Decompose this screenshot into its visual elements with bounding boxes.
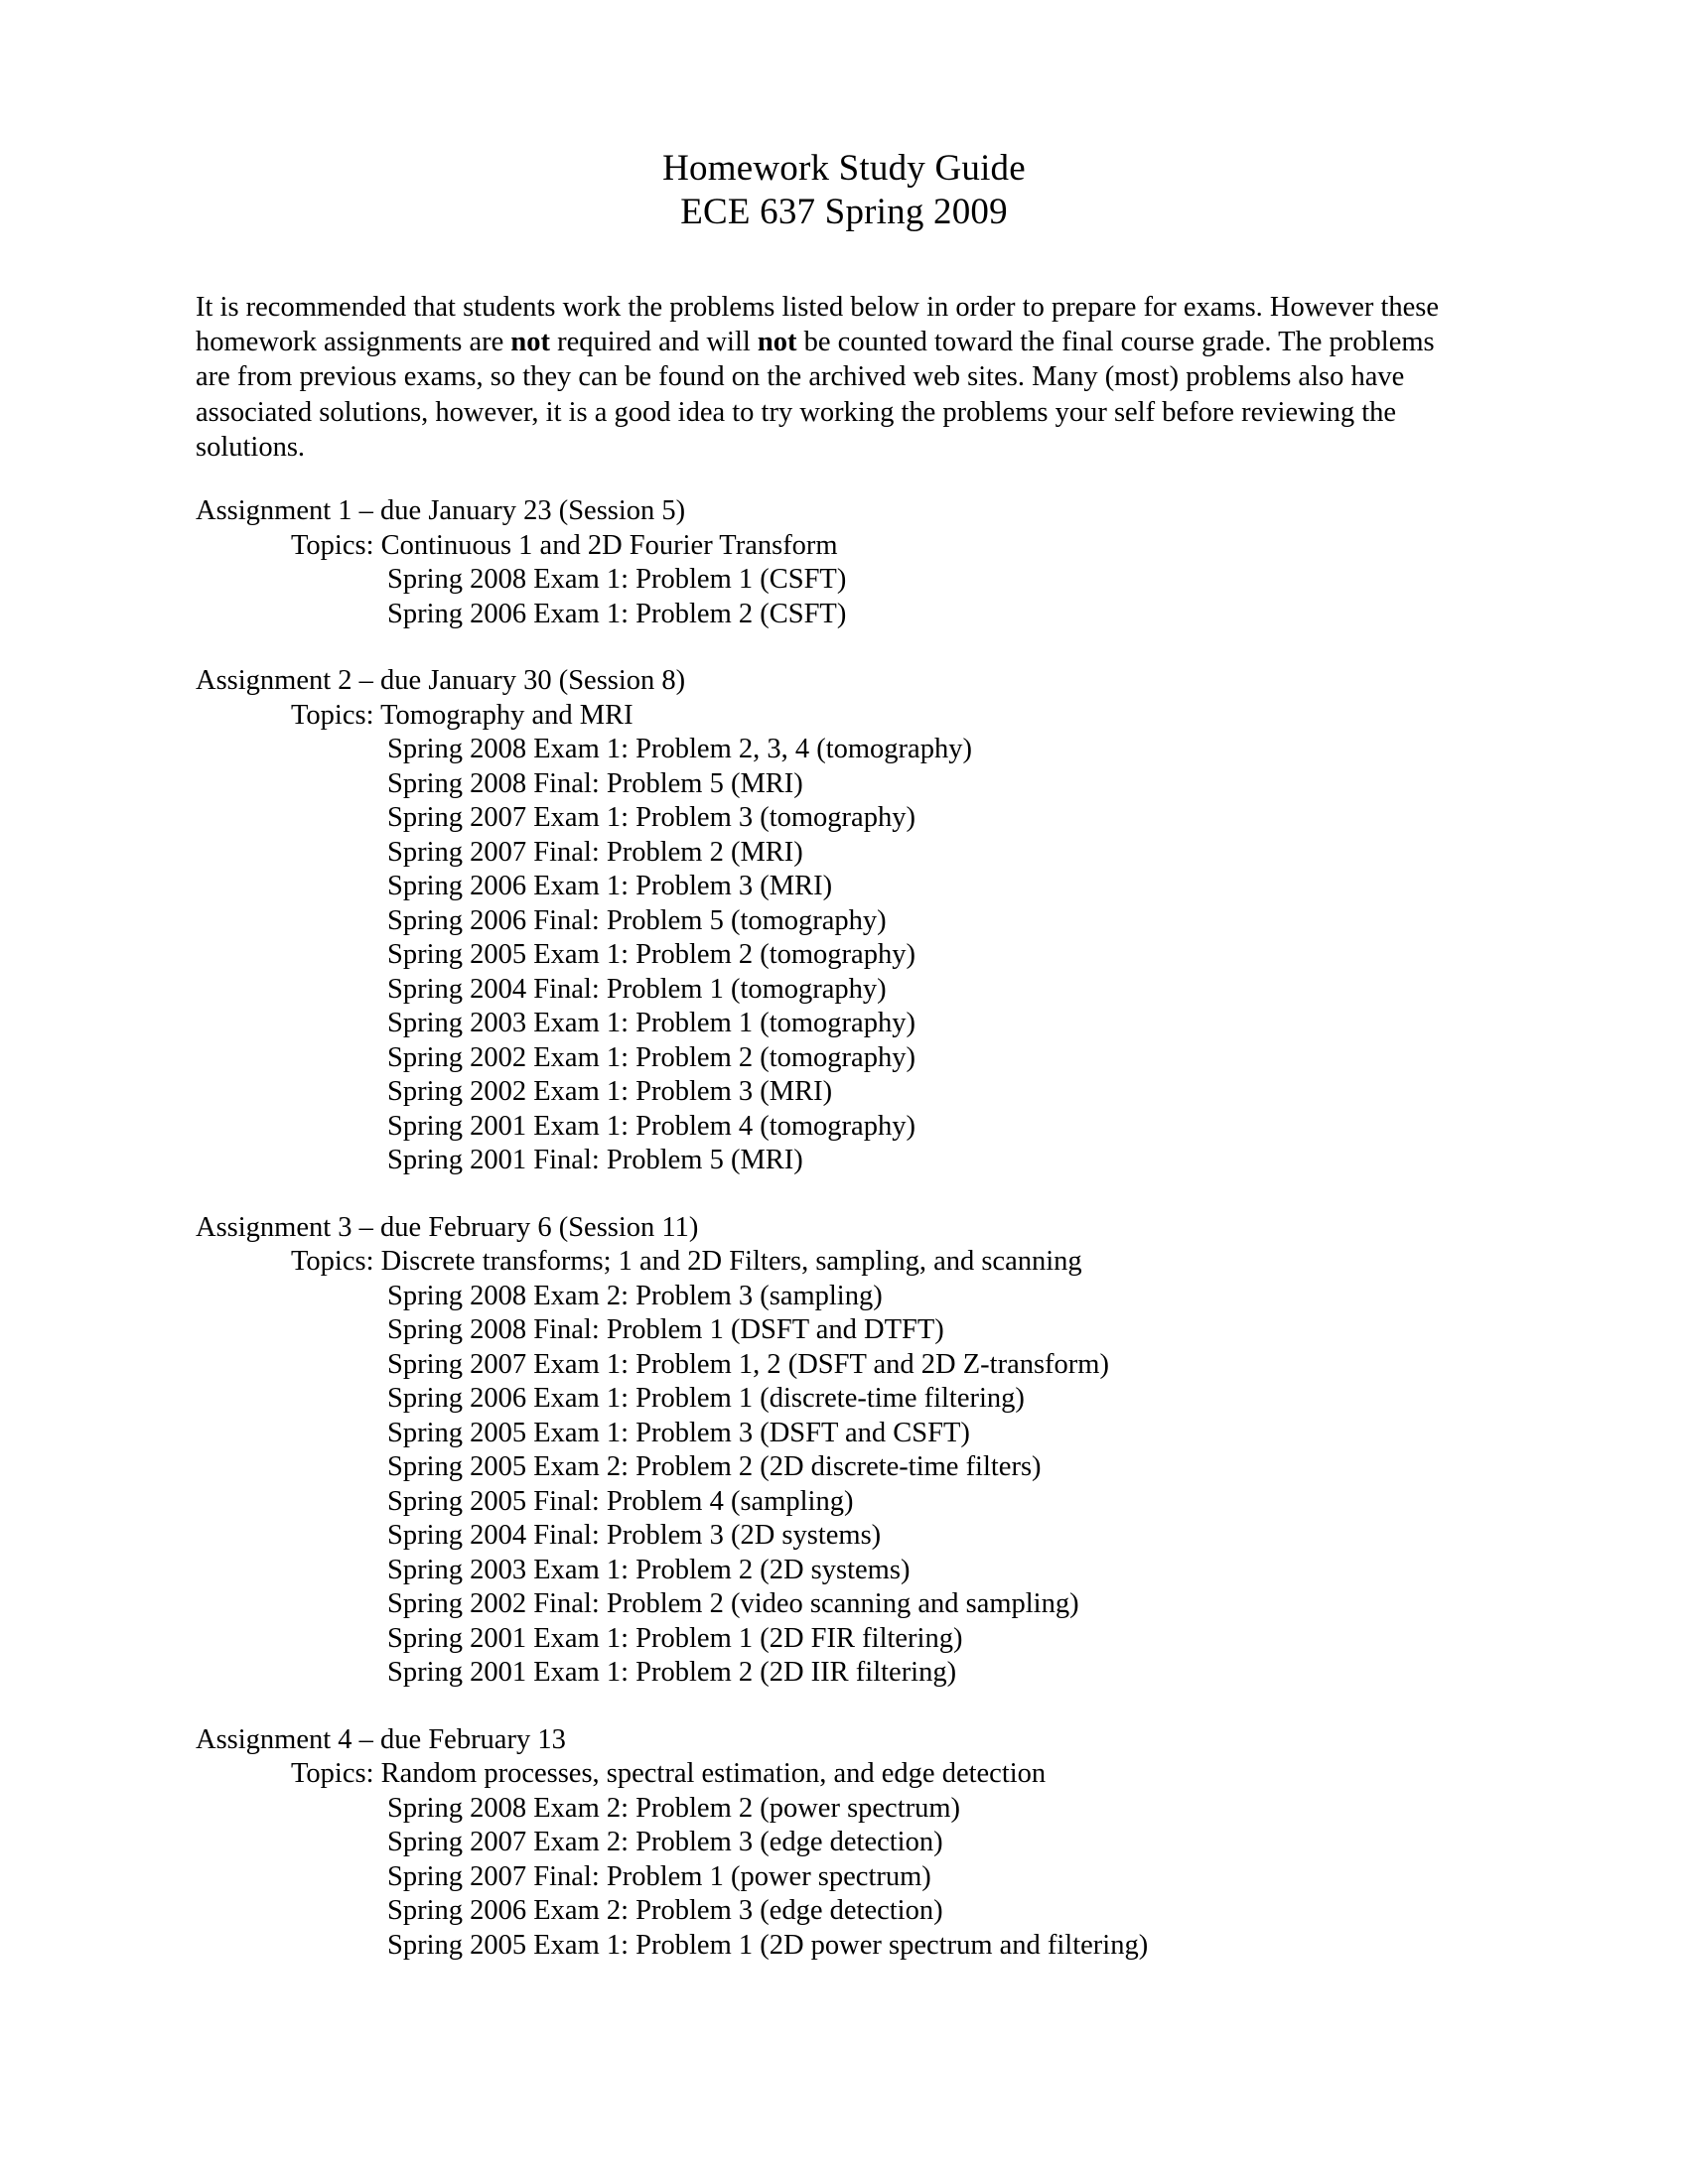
problem-item: Spring 2005 Exam 1: Problem 3 (DSFT and CSFT) [387, 1417, 970, 1448]
problem-item: Spring 2008 Exam 2: Problem 3 (sampling) [387, 1280, 883, 1311]
assignment-heading: Assignment 1 – due January 23 (Session 5) [196, 495, 686, 526]
problem-item: Spring 2001 Exam 1: Problem 4 (tomography) [387, 1110, 915, 1142]
intro-text-part3: be counted toward the final course grade. The problems are from previous exams, so they can be found on the archived web sites. Many (most) problems also have associated solutions, however, it is a good idea to try working the problems your self before reviewing the solutions. [196, 327, 1435, 463]
problem-item: Spring 2008 Exam 2: Problem 2 (power spectrum) [387, 1792, 961, 1824]
assignment-section [0, 494, 1688, 631]
assignment-heading: Assignment 2 – due January 30 (Session 8) [196, 665, 686, 696]
assignment-section [0, 1723, 1688, 1964]
problem-list [0, 1280, 1688, 1691]
intro-text-part1: It is recommended that students work the problems listed below in order to prepare for exams. However these homework assignments are [196, 292, 1440, 358]
problem-item: Spring 2002 Exam 1: Problem 2 (tomography) [387, 1041, 915, 1073]
problem-item: Spring 2001 Exam 1: Problem 1 (2D FIR filtering) [387, 1622, 963, 1654]
problem-item: Spring 2008 Exam 1: Problem 2, 3, 4 (tomography) [387, 734, 972, 764]
problem-item: Spring 2007 Exam 2: Problem 3 (edge detection) [387, 1827, 943, 1857]
problem-item: Spring 2006 Final: Problem 5 (tomography) [387, 904, 887, 936]
intro-paragraph [196, 290, 1469, 465]
document-title-block [0, 0, 1688, 234]
problem-item: Spring 2006 Exam 1: Problem 3 (MRI) [387, 871, 833, 901]
problem-item: Spring 2004 Final: Problem 3 (2D systems) [387, 1520, 882, 1551]
problem-list [0, 1792, 1688, 1964]
problem-item: Spring 2002 Final: Problem 2 (video scanning and sampling) [387, 1588, 1079, 1619]
problem-item: Spring 2003 Exam 1: Problem 2 (2D systems) [387, 1554, 911, 1585]
problem-item: Spring 2002 Exam 1: Problem 3 (MRI) [387, 1076, 833, 1107]
assignment-topics: Topics: Tomography and MRI [291, 699, 633, 731]
problem-item: Spring 2007 Final: Problem 2 (MRI) [387, 836, 803, 868]
assignment-section [0, 664, 1688, 1178]
assignment-topics: Topics: Random processes, spectral estimation, and edge detection [291, 1758, 1047, 1789]
intro-text-part2: required and will [549, 327, 758, 358]
problem-item: Spring 2006 Exam 2: Problem 3 (edge detection) [387, 1895, 943, 1926]
assignment-section [0, 1211, 1688, 1691]
problem-item: Spring 2001 Final: Problem 5 (MRI) [387, 1145, 803, 1175]
problem-list [0, 733, 1688, 1178]
problem-item: Spring 2008 Final: Problem 1 (DSFT and DTFT) [387, 1314, 944, 1345]
problem-item: Spring 2006 Exam 1: Problem 1 (discrete-time filtering) [387, 1383, 1025, 1414]
problem-item: Spring 2004 Final: Problem 1 (tomography) [387, 973, 887, 1005]
intro-emphasis-not-2: not [757, 327, 797, 358]
problem-item: Spring 2008 Exam 1: Problem 1 (CSFT) [387, 564, 847, 595]
problem-item: Spring 2006 Exam 1: Problem 2 (CSFT) [387, 598, 847, 629]
assignment-heading: Assignment 4 – due February 13 [196, 1723, 566, 1755]
problem-item: Spring 2001 Exam 1: Problem 2 (2D IIR filtering) [387, 1657, 957, 1688]
page-subtitle: ECE 637 Spring 2009 [680, 192, 1008, 232]
assignment-list [0, 494, 1688, 1963]
assignment-topics: Topics: Discrete transforms; 1 and 2D Filters, sampling, and scanning [291, 1246, 1082, 1277]
problem-list [0, 563, 1688, 631]
problem-item: Spring 2005 Final: Problem 4 (sampling) [387, 1485, 854, 1517]
page-title: Homework Study Guide [662, 148, 1026, 189]
assignment-topics: Topics: Continuous 1 and 2D Fourier Transform [291, 529, 838, 561]
problem-item: Spring 2007 Exam 1: Problem 3 (tomography) [387, 802, 915, 833]
problem-item: Spring 2008 Final: Problem 5 (MRI) [387, 767, 803, 799]
intro-emphasis-not-1: not [510, 327, 550, 358]
problem-item: Spring 2003 Exam 1: Problem 1 (tomography) [387, 1008, 915, 1038]
problem-item: Spring 2005 Exam 1: Problem 2 (tomography) [387, 939, 915, 970]
problem-item: Spring 2005 Exam 2: Problem 2 (2D discrete-time filters) [387, 1451, 1042, 1482]
problem-item: Spring 2005 Exam 1: Problem 1 (2D power spectrum and filtering) [387, 1929, 1149, 1961]
problem-item: Spring 2007 Final: Problem 1 (power spectrum) [387, 1860, 931, 1892]
problem-item: Spring 2007 Exam 1: Problem 1, 2 (DSFT and 2D Z-transform) [387, 1348, 1109, 1380]
assignment-heading: Assignment 3 – due February 6 (Session 11) [196, 1211, 699, 1243]
